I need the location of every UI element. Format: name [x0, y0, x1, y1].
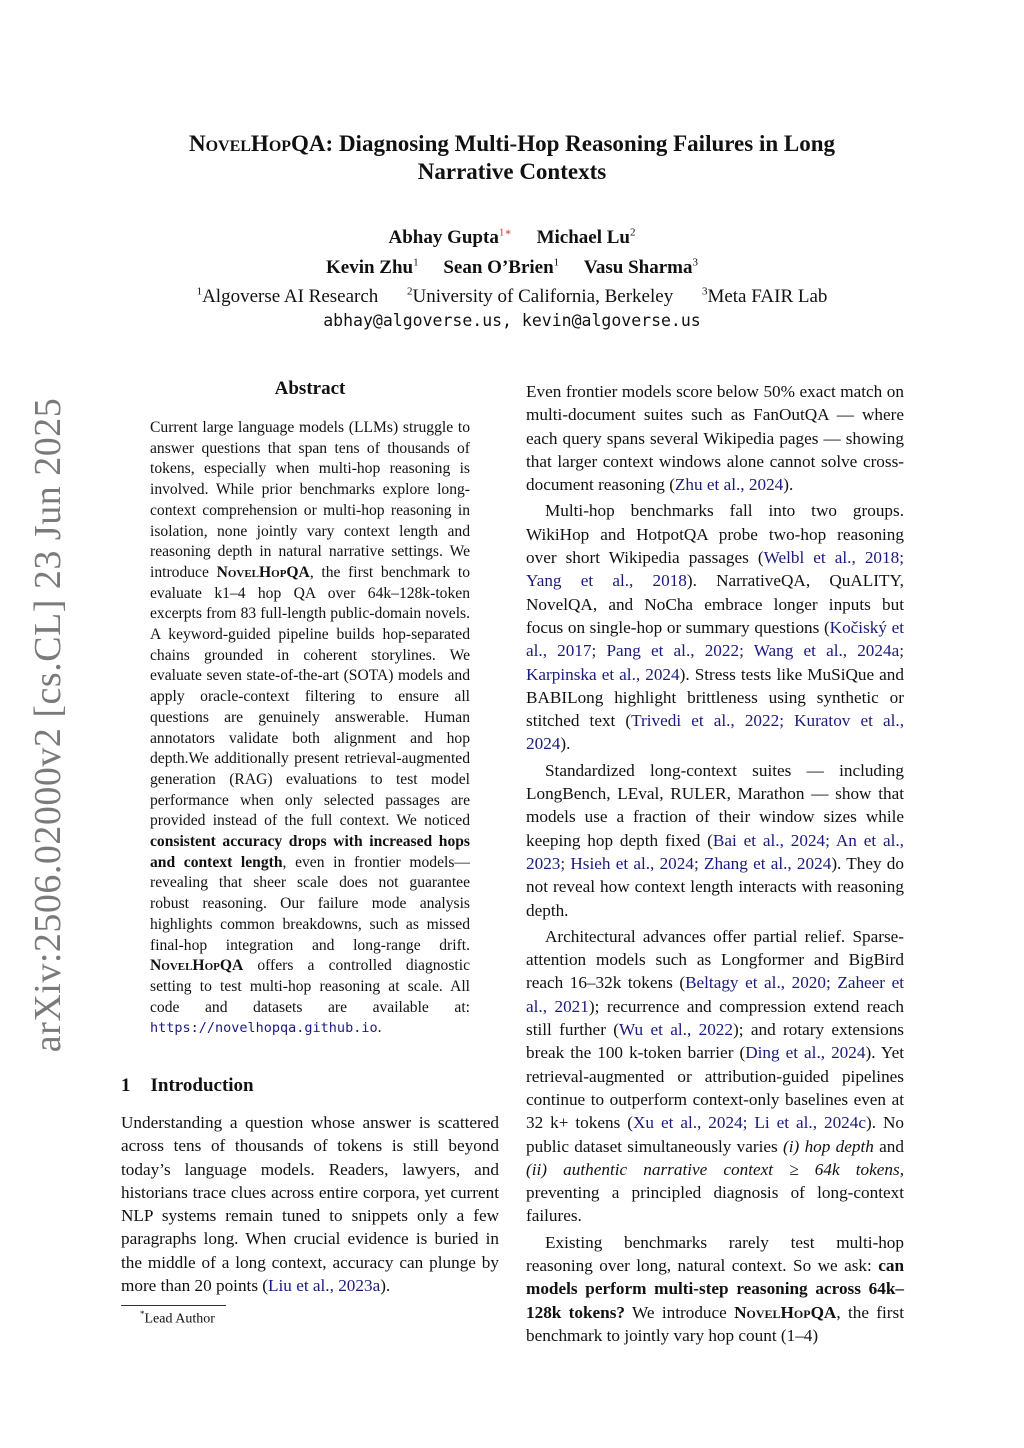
citation-link[interactable]: Trivedi et al., 2022; Kuratov et al., 2024: [526, 711, 904, 754]
citation-link[interactable]: Bai et al., 2024; An et al., 2023; Hsieh et al., 2024; Zhang et al., 2024: [526, 830, 904, 873]
affiliation: $^2$University of California, Berkeley: [407, 285, 674, 307]
arxiv-identifier-text: arXiv:2506.02000v2 [cs.CL] 23 Jun 2025: [27, 397, 70, 1053]
citation-link[interactable]: Welbl et al., 2018; Yang et al., 2018: [526, 548, 904, 591]
benchmark-name: NovelHopQA: [150, 957, 244, 975]
citation-link[interactable]: Ding et al., 2024: [745, 1043, 866, 1063]
author-emails: abhay@algoverse.us, kevin@algoverse.us: [323, 310, 701, 330]
paragraph: Existing benchmarks rarely test multi-hop reasoning over long, natural context. So we ask: can models perform multi-step reasoning across 64k–128k tokens? We introduce NovelHopQA, the first benchmark to jointly vary hop count (1–4): [526, 1232, 904, 1345]
author-name: Abhay Gupta$^{1∗}$: [388, 227, 512, 249]
benchmark-name: NovelHopQA: [734, 1302, 837, 1322]
footnote-divider: [121, 1305, 226, 1306]
author-name: Vasu Sharma$^3$: [583, 256, 699, 278]
project-url-link[interactable]: https://novelhopqa.github.io: [150, 1020, 378, 1037]
arxiv-identifier-stamp: [8, 397, 88, 1053]
right-column: [526, 380, 904, 1350]
author-block: [100, 221, 924, 333]
paragraph: Multi-hop benchmarks fall into two groups. WikiHop and HotpotQA probe two-hop reasoning over short Wikipedia passages (Welbl et al., 2018; Yang et al., 2018). NarrativeQA, QuALITY, NovelQA, and NoCha embrace longer inputs but focus on single-hop or summary questions (Kočiský et al., 2017; Pang et al., 2022; Wang et al., 2024a; Karpinska et al., 2024). Stress tests like MuSiQue and BABILong highlight brittleness using synthetic or stitched text (Trivedi et al., 2022; Kuratov et al., 2024).: [526, 501, 904, 754]
research-question: can models perform multi-step reasoning across 64k–128k tokens?: [526, 1255, 904, 1322]
paragraph: Standardized long-context suites — including LongBench, LEval, RULER, Marathon — show that models use a fraction of their window sizes while keeping hop depth fixed (Bai et al., 2024; An et al., 2023; Hsieh et al., 2024; Zhang et al., 2024). They do not reveal how context length interacts with reasoning depth.: [526, 760, 904, 920]
author-name: Sean O’Brien$^1$: [443, 256, 560, 278]
section-number: 1: [121, 1075, 131, 1096]
footnote: *Lead Author: [140, 1309, 215, 1327]
author-name: Michael Lu$^2$: [536, 227, 636, 249]
abstract-body: Current large language models (LLMs) struggle to answer questions that span tens of thousands of tokens, especially when multi-hop reasoning is involved. While prior benchmarks explore long-context comprehension or multi-hop reasoning in isolation, none jointly vary context length and reasoning depth in natural narrative settings. We introduce NovelHopQA, the first benchmark to evaluate k1–4 hop QA over 64k–128k-token excerpts from 83 full-length public-domain novels. A keyword-guided pipeline builds hop-separated chains grounded in coherent storylines. We evaluate seven state-of-the-art (SOTA) models and apply oracle-context filtering to ensure all questions are genuinely answerable. Human annotators validate both alignment and hop depth.We additionally present retrieval-augmented generation (RAG) evaluations to test model performance when only selected passages are provided instead of the full context. We noticed consistent accuracy drops with increased hops and context length, even in frontier models—revealing that sheer scale does not guarantee robust reasoning. Our failure mode analysis highlights common breakdowns, such as missed final-hop integration and long-range drift. NovelHopQA offers a controlled diagnostic setting to test multi-hop reasoning at scale. All code and datasets are available at: https://novelhopqa.github.io.: [150, 419, 470, 1037]
affiliations: [100, 280, 924, 309]
section-title: Introduction: [150, 1075, 254, 1096]
author-name: Kevin Zhu$^1$: [325, 256, 419, 278]
title-line2: Narrative Contexts: [417, 159, 607, 184]
citation-link[interactable]: Liu et al., 2023a: [268, 1276, 381, 1296]
abstract-heading: Abstract: [274, 378, 346, 399]
section-heading-introduction: [121, 1075, 499, 1097]
citation-link[interactable]: Zhu et al., 2024: [674, 475, 784, 495]
title-line1-rest: : Diagnosing Multi-Hop Reasoning Failures in Long: [325, 131, 836, 156]
author-row-1: [100, 221, 924, 250]
citation-link[interactable]: Kočiský et al., 2017; Pang et al., 2022; Wang et al., 2024a; Karpinska et al., 2024: [526, 617, 904, 684]
benchmark-name: NovelHopQA: [216, 563, 310, 581]
author-row-2: [100, 250, 924, 279]
citation-link[interactable]: Wu et al., 2022: [619, 1020, 733, 1040]
citation-link[interactable]: Beltagy et al., 2020; Zaheer et al., 2021: [526, 973, 904, 1016]
affiliation: $^1$Algoverse AI Research: [196, 285, 379, 307]
paper-title: [130, 130, 894, 186]
paragraph: Even frontier models score below 50% exact match on multi-document suites such as FanOutQA — where each query spans several Wikipedia pages — showing that larger context windows alone cannot solve cross-document reasoning (Zhu et al., 2024).: [526, 382, 904, 495]
abstract-key-finding: consistent accuracy drops with increased hops and context length: [150, 833, 470, 871]
affiliation: $^3$Meta FAIR Lab: [701, 285, 828, 307]
citation-link[interactable]: Xu et al., 2024; Li et al., 2024c: [632, 1113, 866, 1133]
paragraph: Architectural advances offer partial relief. Sparse-attention models such as Longformer and BigBird reach 16–32k tokens (Beltagy et al., 2020; Zaheer et al., 2021); recurrence and compression extend reach still further (Wu et al., 2022); and rotary extensions break the 100 k-token barrier (Ding et al., 2024). Yet retrieval-augmented or attribution-guided pipelines continue to outperform context-only baselines even at 32 k+ tokens (Xu et al., 2024; Li et al., 2024c). No public dataset simultaneously varies (i) hop depth and (ii) authentic narrative context ≥ 64k tokens, preventing a principled diagnosis of long-context failures.: [526, 926, 904, 1226]
title-benchmark-name: NovelHopQA: [188, 131, 326, 156]
intro-paragraph-left: Understanding a question whose answer is scattered across tens of thousands of tokens is still beyond today’s language models. Readers, lawyers, and historians trace clues across entire corpora, yet current NLP systems remain tuned to snippets only a few paragraphs long. When crucial evidence is buried in the middle of a long context, accuracy can plunge by more than 20 points (Liu et al., 2023a).: [121, 1113, 499, 1296]
